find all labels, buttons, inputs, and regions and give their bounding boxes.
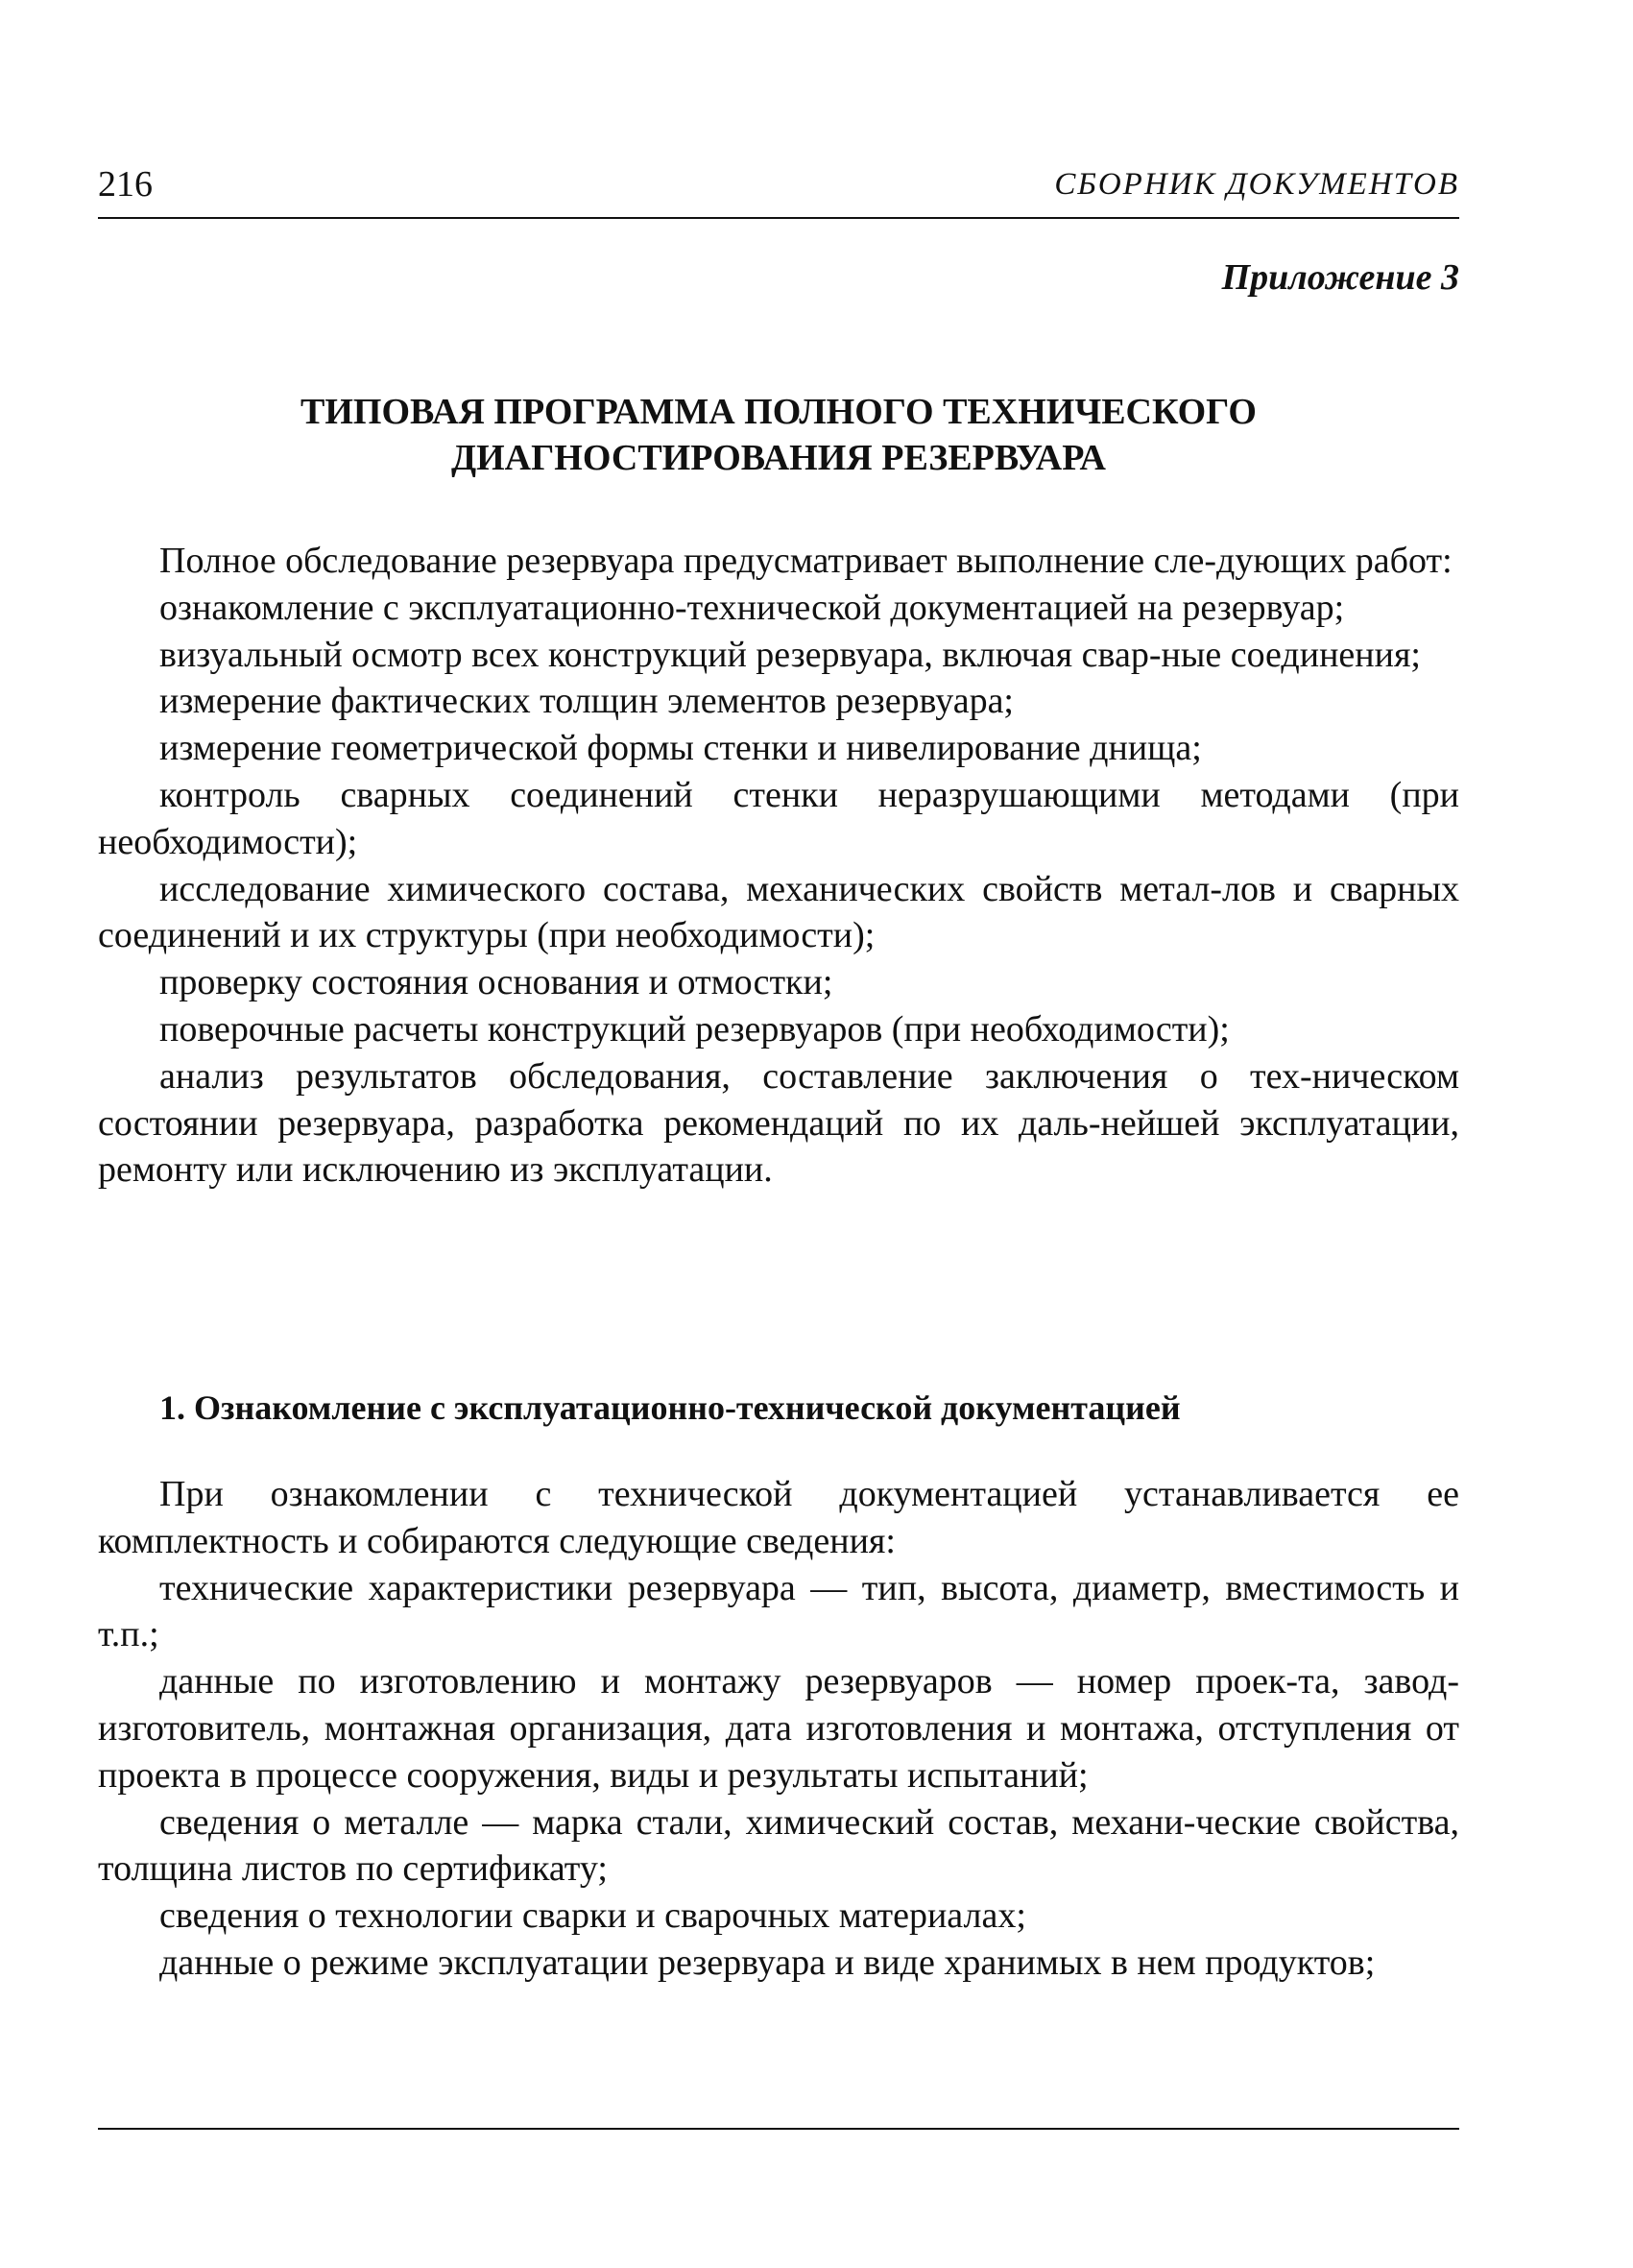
page-header [98, 161, 1459, 219]
running-title: СБОРНИК ДОКУМЕНТОВ [1054, 167, 1459, 202]
appendix-label: Приложение 3 [1221, 257, 1459, 298]
intro-list-item: анализ результатов обследования, составление заключения о тех-ническом состоянии резервуара, разработка рекомендаций по их даль-нейшей эксплуатации, ремонту или исключению из эксплуатации. [98, 1055, 1459, 1191]
section-1-heading: 1. Ознакомление с эксплуатационно-технической документацией [159, 1388, 1181, 1427]
intro-lead-paragraph: Полное обследование резервуара предусматривает выполнение сле-дующих работ: [159, 541, 1453, 581]
intro-block [98, 538, 1459, 1194]
footer-rule [98, 2128, 1459, 2130]
section-1-list-item: сведения о металле — марка стали, химический состав, механи-ческие свойства, толщина листов по сертификату; [98, 1801, 1459, 1890]
intro-list-item: исследование химического состава, механических свойств метал-лов и сварных соединений и их структуры (при необходимости); [98, 868, 1459, 956]
section-1-list-item: сведения о технологии сварки и сварочных материалах; [159, 1895, 1026, 1937]
title-line-2: ДИАГНОСТИРОВАНИЯ РЕЗЕРВУАРА [450, 438, 1106, 478]
header-rule [98, 217, 1459, 219]
section-1-list-item: данные о режиме эксплуатации резервуара и виде хранимых в нем продуктов; [159, 1942, 1376, 1983]
intro-list-item: ознакомление с эксплуатационно-технической документацией на резервуар; [159, 587, 1345, 628]
intro-list-item: поверочные расчеты конструкций резервуаров (при необходимости); [159, 1008, 1230, 1050]
section-1-list-item: данные по изготовлению и монтажу резервуаров — номер проек-та, завод-изготовитель, монтажная организация, дата изготовления и монтажа, отступления от проекта в процессе сооружения, виды и результаты испытаний; [98, 1661, 1459, 1796]
page-number: 216 [98, 164, 153, 205]
intro-list-item: проверку состояния основания и отмостки; [159, 962, 833, 1003]
section-1-lead-paragraph: При ознакомлении с технической документацией устанавливается ее комплектность и собираются следующие сведения: [98, 1474, 1459, 1561]
intro-list-item: измерение геометрической формы стенки и нивелирование днища; [159, 728, 1202, 769]
document-title [98, 389, 1459, 481]
intro-list-item: измерение фактических толщин элементов резервуара; [159, 681, 1014, 722]
intro-list-item: визуальный осмотр всех конструкций резервуара, включая свар-ные соединения; [159, 634, 1421, 675]
section-1-body [98, 1471, 1459, 1987]
intro-list-item: контроль сварных соединений стенки неразрушающими методами (при необходимости); [98, 774, 1459, 862]
section-1-list-item: технические характеристики резервуара — тип, высота, диаметр, вместимость и т.п.; [98, 1567, 1459, 1655]
title-line-1: ТИПОВАЯ ПРОГРАММА ПОЛНОГО ТЕХНИЧЕСКОГО [300, 392, 1257, 432]
